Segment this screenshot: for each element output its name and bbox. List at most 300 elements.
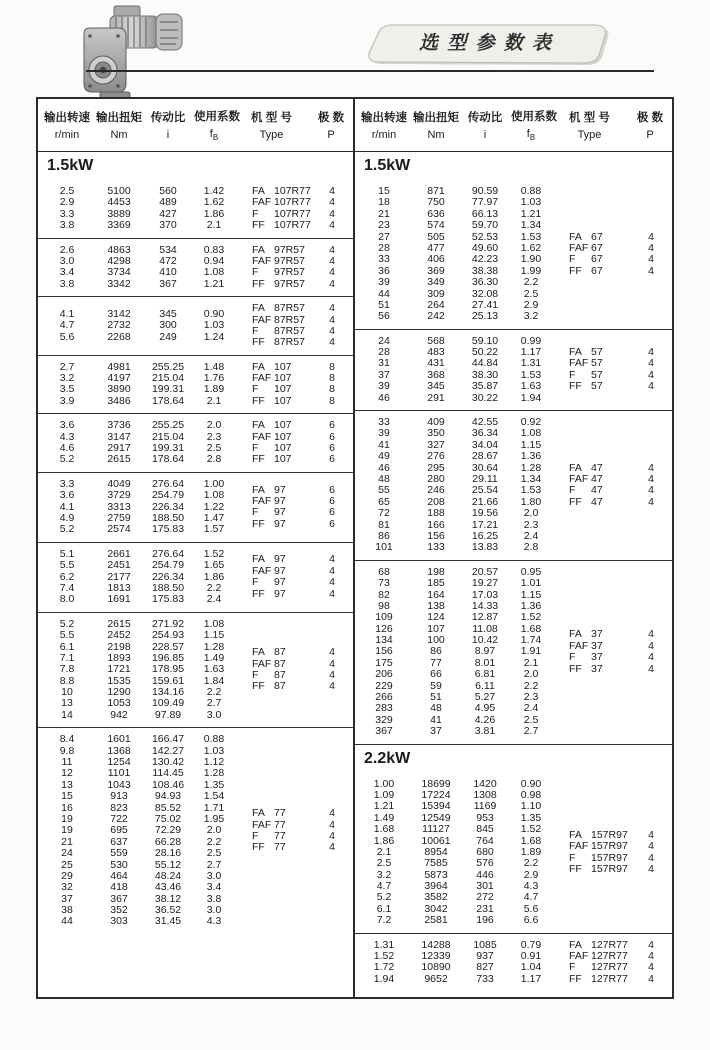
cell-type <box>252 681 311 692</box>
data-row <box>38 916 234 927</box>
cell-torque: 246 <box>427 484 445 497</box>
type-row <box>252 670 353 681</box>
type-code: 47 <box>591 461 603 474</box>
type-code: 37 <box>591 651 603 664</box>
group-type-rows <box>551 830 672 876</box>
cell-service-factor: 1.21 <box>203 277 225 290</box>
cell-service-factor: 1.36 <box>520 599 542 612</box>
cell-poles: 4 <box>648 851 654 864</box>
table-body-left <box>38 152 353 997</box>
cell-service-factor: 1.36 <box>520 450 542 463</box>
cell-torque: 41 <box>430 713 442 726</box>
header-model-type-cn: 机 型 号 <box>251 112 292 124</box>
type-row <box>569 358 672 369</box>
section-power-label: 1.5kW <box>47 157 94 174</box>
cell-speed: 1.09 <box>373 788 395 801</box>
cell-torque: 3042 <box>424 902 448 915</box>
cell-service-factor: 1.28 <box>203 640 225 653</box>
type-row <box>252 220 353 231</box>
cell-torque: 48 <box>430 702 442 715</box>
cell-speed: 2.6 <box>59 243 75 256</box>
cell-speed: 109 <box>375 611 393 624</box>
parameter-group <box>38 613 353 729</box>
cell-torque: 1691 <box>107 593 131 606</box>
cell-ratio: 19.56 <box>471 507 499 520</box>
cell-speed: 82 <box>378 588 390 601</box>
type-code: 77 <box>274 818 286 831</box>
cell-ratio: 29.11 <box>472 472 498 485</box>
cell-poles: 4 <box>648 950 654 963</box>
cell-torque: 327 <box>427 438 445 451</box>
header-output-speed <box>38 109 96 141</box>
cell-torque: 133 <box>427 541 445 554</box>
cell-torque: 1368 <box>107 744 131 757</box>
cell-speed: 3.0 <box>59 254 75 267</box>
type-row <box>252 507 353 518</box>
cell-speed: 28 <box>378 346 390 359</box>
cell-torque: 107 <box>427 622 445 635</box>
cell-speed: 33 <box>378 253 390 266</box>
cell-poles: 6 <box>329 453 335 466</box>
cell-poles: 4 <box>648 484 654 497</box>
type-code: 67 <box>591 253 603 266</box>
type-prefix: FA <box>252 483 265 496</box>
cell-ratio: 166.47 <box>151 733 185 746</box>
cell-speed: 68 <box>378 565 390 578</box>
cell-service-factor: 4.7 <box>523 891 539 904</box>
type-code: 77 <box>274 807 286 820</box>
type-prefix: FA <box>252 360 265 373</box>
cell-speed: 3.2 <box>59 372 75 385</box>
type-code: 77 <box>274 830 286 843</box>
type-code: 97R57 <box>274 277 305 290</box>
cell-torque: 185 <box>427 577 445 590</box>
group-type-rows <box>234 420 353 466</box>
cell-speed: 1.68 <box>373 823 395 836</box>
cell-service-factor: 2.4 <box>523 529 539 542</box>
cell-torque: 477 <box>427 241 445 254</box>
cell-speed: 1.21 <box>373 800 395 813</box>
cell-ratio: 199.31 <box>151 383 185 396</box>
cell-service-factor: 1.99 <box>520 264 542 277</box>
cell-speed: 6.2 <box>59 570 75 583</box>
cell-poles: 8 <box>329 383 335 396</box>
type-code: 107R77 <box>274 185 311 197</box>
group-type-rows <box>234 186 353 232</box>
cell-speed: 11 <box>61 756 73 769</box>
cell-speed: 7.1 <box>59 651 75 664</box>
cell-service-factor: 0.83 <box>203 243 225 256</box>
cell-speed: 175 <box>375 656 393 669</box>
type-prefix: F <box>569 484 576 497</box>
parameter-group <box>38 297 353 356</box>
cell-speed: 1.94 <box>373 972 395 985</box>
cell-service-factor: 1.35 <box>520 811 542 824</box>
cell-ratio: 8.01 <box>474 656 496 669</box>
type-code: 107 <box>274 442 292 455</box>
cell-ratio: 108.46 <box>151 778 185 791</box>
cell-service-factor: 1.17 <box>520 972 542 985</box>
cell-ratio: 178.64 <box>151 453 185 466</box>
cell-speed: 55 <box>378 484 390 497</box>
cell-service-factor: 1.80 <box>520 495 542 508</box>
cell-torque: 242 <box>427 310 445 323</box>
cell-speed: 229 <box>375 679 393 692</box>
cell-ratio: 142.27 <box>151 744 185 757</box>
cell-service-factor: 1.08 <box>203 617 225 630</box>
cell-torque: 3729 <box>107 489 131 502</box>
cell-speed: 5.2 <box>59 523 75 536</box>
cell-ratio: 75.02 <box>154 812 182 825</box>
cell-torque: 3736 <box>107 419 131 432</box>
data-row <box>38 710 234 721</box>
cell-speed: 367 <box>375 725 393 738</box>
group-data-rows <box>38 479 234 536</box>
cell-service-factor: 4.3 <box>206 915 222 928</box>
cell-torque: 2268 <box>107 330 131 343</box>
cell-torque: 1721 <box>107 663 131 676</box>
cell-torque: 4197 <box>107 372 131 385</box>
header-ratio-cn: 传动比 <box>150 112 186 124</box>
cell-poles: 4 <box>329 668 335 681</box>
cell-ratio: 188.50 <box>151 511 185 524</box>
cell-ratio: 20.57 <box>471 565 499 578</box>
cell-ratio: 534 <box>159 243 177 256</box>
group-type-rows <box>234 647 353 693</box>
type-row <box>569 974 672 985</box>
type-row <box>252 454 353 465</box>
type-code: 157R97 <box>591 851 628 864</box>
cell-poles: 4 <box>648 863 654 875</box>
section-power-label: 1.5kW <box>364 157 411 174</box>
group-data-rows <box>355 567 551 738</box>
cell-ratio: 17.03 <box>471 588 499 601</box>
cell-torque: 166 <box>427 518 445 531</box>
cell-torque: 1254 <box>107 756 131 769</box>
parameter-group <box>38 239 353 298</box>
type-row <box>569 254 672 265</box>
cell-torque: 418 <box>110 881 128 894</box>
table-right-column <box>355 99 672 997</box>
type-code: 107R77 <box>274 196 311 209</box>
group-data-rows <box>355 186 551 323</box>
data-row <box>38 420 234 431</box>
cell-service-factor: 1.84 <box>203 674 225 687</box>
cell-ratio: 28.67 <box>471 450 499 463</box>
cell-ratio: 90.59 <box>471 185 499 197</box>
cell-torque: 369 <box>427 264 445 277</box>
cell-service-factor: 1.89 <box>520 845 542 858</box>
cell-service-factor: 1.49 <box>203 651 225 664</box>
cell-ratio: 49.60 <box>471 241 499 254</box>
cell-ratio: 16.25 <box>471 529 499 542</box>
cell-speed: 3.3 <box>59 477 75 490</box>
cell-speed: 21 <box>378 207 390 220</box>
type-row <box>252 443 353 454</box>
type-code: 87R57 <box>274 313 305 326</box>
cell-service-factor: 2.3 <box>523 518 539 531</box>
cell-torque: 2661 <box>107 547 131 560</box>
cell-ratio: 66.13 <box>471 207 499 220</box>
cell-speed: 28 <box>378 241 390 254</box>
cell-torque: 2574 <box>107 523 131 536</box>
type-prefix: FAF <box>252 494 272 507</box>
cell-service-factor: 2.0 <box>523 668 539 681</box>
cell-ratio: 30.64 <box>471 461 499 474</box>
cell-speed: 1.31 <box>373 938 395 951</box>
group-type-rows <box>234 485 353 531</box>
type-code: 97R57 <box>274 254 305 267</box>
table-body-right <box>355 152 672 997</box>
cell-torque: 1535 <box>107 674 131 687</box>
header-output-speed-cn: 输出转速 <box>361 112 407 124</box>
cell-ratio: 370 <box>159 219 177 232</box>
cell-torque: 188 <box>427 507 445 520</box>
cell-service-factor: 1.86 <box>203 207 225 220</box>
cell-speed: 16 <box>61 801 73 814</box>
cell-ratio: 36.30 <box>471 276 499 289</box>
cell-poles: 4 <box>648 253 654 266</box>
type-code: 87 <box>274 680 286 693</box>
cell-ratio: 254.79 <box>151 489 185 502</box>
type-prefix: F <box>569 851 576 864</box>
cell-poles: 4 <box>329 818 335 831</box>
type-prefix: FF <box>252 517 265 530</box>
cell-ratio: 114.45 <box>152 767 184 780</box>
data-row <box>355 311 551 322</box>
cell-torque: 574 <box>427 219 445 232</box>
type-prefix: FA <box>252 419 265 432</box>
cell-speed: 72 <box>378 507 390 520</box>
type-code: 107 <box>274 419 292 432</box>
cell-speed: 2.5 <box>59 185 75 197</box>
cell-service-factor: 1.53 <box>520 484 542 497</box>
cell-ratio: 410 <box>159 266 177 279</box>
cell-ratio: 178.64 <box>151 394 185 407</box>
cell-torque: 1043 <box>107 778 131 791</box>
cell-ratio: 59.10 <box>471 334 499 347</box>
cell-torque: 750 <box>427 196 445 209</box>
cell-torque: 1893 <box>107 651 131 664</box>
cell-poles: 4 <box>329 254 335 267</box>
type-code: 37 <box>591 628 603 641</box>
type-row <box>569 497 672 508</box>
type-prefix: FA <box>569 346 582 359</box>
cell-type <box>252 842 311 853</box>
type-prefix: FF <box>569 380 582 393</box>
type-prefix: FF <box>252 219 265 232</box>
cell-ratio: 19.27 <box>471 577 499 590</box>
header-service-factor-cn: 使用系数 <box>511 110 557 123</box>
cell-service-factor: 1.15 <box>203 629 225 642</box>
header-service-factor-cn: 使用系数 <box>194 110 240 123</box>
cell-torque: 291 <box>427 391 445 404</box>
cell-type <box>569 974 630 985</box>
header-ratio <box>142 109 194 141</box>
cell-speed: 5.6 <box>59 330 75 343</box>
cell-torque: 871 <box>427 185 445 197</box>
cell-ratio: 59.70 <box>471 219 499 232</box>
data-row <box>38 524 234 535</box>
cell-poles: 6 <box>329 430 335 443</box>
cell-ratio: 1420 <box>473 777 497 790</box>
cell-torque: 464 <box>110 869 128 882</box>
type-code: 97 <box>274 483 286 496</box>
cell-torque: 636 <box>427 207 445 220</box>
cell-service-factor: 2.3 <box>206 430 222 443</box>
cell-speed: 8.0 <box>59 593 75 606</box>
cell-torque: 3582 <box>424 891 448 904</box>
cell-type <box>252 279 311 290</box>
type-code: 87 <box>274 646 286 659</box>
cell-torque: 66 <box>430 668 442 681</box>
type-prefix: FF <box>252 587 265 600</box>
cell-speed: 15 <box>61 790 73 803</box>
cell-speed: 2.5 <box>376 857 392 870</box>
type-prefix: F <box>252 442 259 455</box>
type-prefix: FF <box>252 841 265 854</box>
cell-torque: 3142 <box>107 307 131 320</box>
cell-service-factor: 0.90 <box>520 777 542 790</box>
type-code: 97 <box>274 494 286 507</box>
table-left-column <box>38 99 355 997</box>
cell-speed: 3.6 <box>59 489 75 502</box>
cell-torque: 1101 <box>107 767 131 780</box>
type-prefix: FA <box>252 807 265 820</box>
cell-torque: 942 <box>110 708 128 721</box>
cell-speed: 65 <box>378 495 390 508</box>
type-code: 97R57 <box>274 243 305 256</box>
type-code: 97 <box>274 517 286 530</box>
cell-speed: 9.8 <box>59 744 75 757</box>
group-data-rows <box>355 336 551 404</box>
cell-ratio: 255.25 <box>151 360 185 373</box>
data-row <box>38 560 234 571</box>
cell-speed: 206 <box>375 668 393 681</box>
cell-speed: 4.7 <box>59 319 75 332</box>
type-prefix: F <box>252 830 259 843</box>
type-prefix: FF <box>252 453 265 466</box>
cell-ratio: 25.54 <box>471 484 499 497</box>
cell-torque: 2452 <box>107 629 131 642</box>
cell-service-factor: 0.95 <box>520 565 542 578</box>
cell-service-factor: 1.15 <box>520 588 542 601</box>
cell-service-factor: 1.08 <box>203 266 225 279</box>
cell-ratio: 38.30 <box>471 368 499 381</box>
parameter-group <box>38 473 353 543</box>
cell-ratio: 827 <box>476 961 494 974</box>
cell-poles: 4 <box>329 185 335 197</box>
cell-ratio: 109.49 <box>151 697 185 710</box>
cell-speed: 329 <box>375 713 393 726</box>
header-ratio-unit: i <box>483 129 487 141</box>
cell-service-factor: 1.42 <box>203 185 225 197</box>
type-prefix: FA <box>252 553 265 566</box>
cell-torque: 350 <box>427 427 445 440</box>
cell-service-factor: 2.2 <box>523 276 539 289</box>
cell-torque: 164 <box>427 588 445 601</box>
type-code: 37 <box>591 639 603 652</box>
cell-service-factor: 1.35 <box>203 778 225 791</box>
parameter-group <box>355 411 672 561</box>
cell-poles: 6 <box>329 483 335 496</box>
type-prefix: FA <box>569 628 582 641</box>
type-code: 87 <box>274 668 286 681</box>
cell-torque: 505 <box>427 230 445 243</box>
type-row <box>252 496 353 507</box>
cell-speed: 3.6 <box>59 419 75 432</box>
cell-poles: 4 <box>329 302 335 315</box>
cell-speed: 39 <box>378 276 390 289</box>
parameter-group <box>355 561 672 745</box>
type-code: 57 <box>591 368 603 381</box>
cell-speed: 3.3 <box>59 207 75 220</box>
data-row <box>355 915 551 926</box>
header-model-type-unit: Type <box>259 129 284 141</box>
cell-ratio: 130.42 <box>151 756 185 769</box>
cell-speed: 86 <box>378 529 390 542</box>
cell-ratio: 6.11 <box>475 679 495 692</box>
cell-service-factor: 1.48 <box>203 360 225 373</box>
cell-speed: 51 <box>378 298 390 311</box>
parameter-group <box>355 180 672 330</box>
cell-ratio: 178.95 <box>151 663 185 676</box>
cell-torque: 14288 <box>421 938 451 951</box>
cell-speed: 2.7 <box>59 360 75 373</box>
type-code: 107R77 <box>274 207 311 220</box>
cell-ratio: 188.50 <box>151 581 185 594</box>
data-row <box>355 381 551 392</box>
type-code: 37 <box>591 662 603 675</box>
cell-service-factor: 1.68 <box>520 622 542 635</box>
cell-ratio: 44.84 <box>471 357 499 370</box>
group-type-rows <box>234 245 353 291</box>
cell-torque: 264 <box>427 298 445 311</box>
cell-poles: 4 <box>648 357 654 370</box>
cell-ratio: 254.79 <box>151 559 185 572</box>
header-output-speed-unit: r/min <box>54 129 80 141</box>
cell-service-factor: 2.7 <box>523 725 539 738</box>
type-prefix: F <box>252 668 259 681</box>
cell-ratio: 300 <box>159 319 177 332</box>
cell-service-factor: 2.8 <box>206 453 222 466</box>
cell-service-factor: 1.34 <box>520 219 542 232</box>
cell-service-factor: 1.24 <box>203 330 225 343</box>
cell-service-factor: 1.94 <box>520 391 542 404</box>
type-code: 127R77 <box>591 950 628 963</box>
data-row <box>38 664 234 675</box>
gearmotor-photo <box>70 4 190 102</box>
type-code: 127R77 <box>591 972 628 985</box>
cell-torque: 15394 <box>421 800 451 813</box>
cell-torque: 2759 <box>107 511 131 524</box>
group-data-rows <box>38 734 234 928</box>
cell-service-factor: 1.03 <box>520 196 542 209</box>
cell-speed: 7.2 <box>376 914 392 927</box>
cell-service-factor: 0.99 <box>520 334 542 347</box>
cell-poles: 4 <box>648 368 654 381</box>
cell-speed: 36 <box>378 264 390 277</box>
cell-torque: 3369 <box>107 219 131 232</box>
section-power-label: 2.2kW <box>364 749 411 767</box>
cell-torque: 3890 <box>107 383 131 396</box>
header-model-type-cn: 机 型 号 <box>569 112 610 124</box>
header-service-factor <box>194 108 240 143</box>
cell-ratio: 36.34 <box>471 427 499 440</box>
type-code: 77 <box>274 841 286 854</box>
type-row <box>252 279 353 290</box>
cell-ratio: 14.33 <box>471 599 499 612</box>
